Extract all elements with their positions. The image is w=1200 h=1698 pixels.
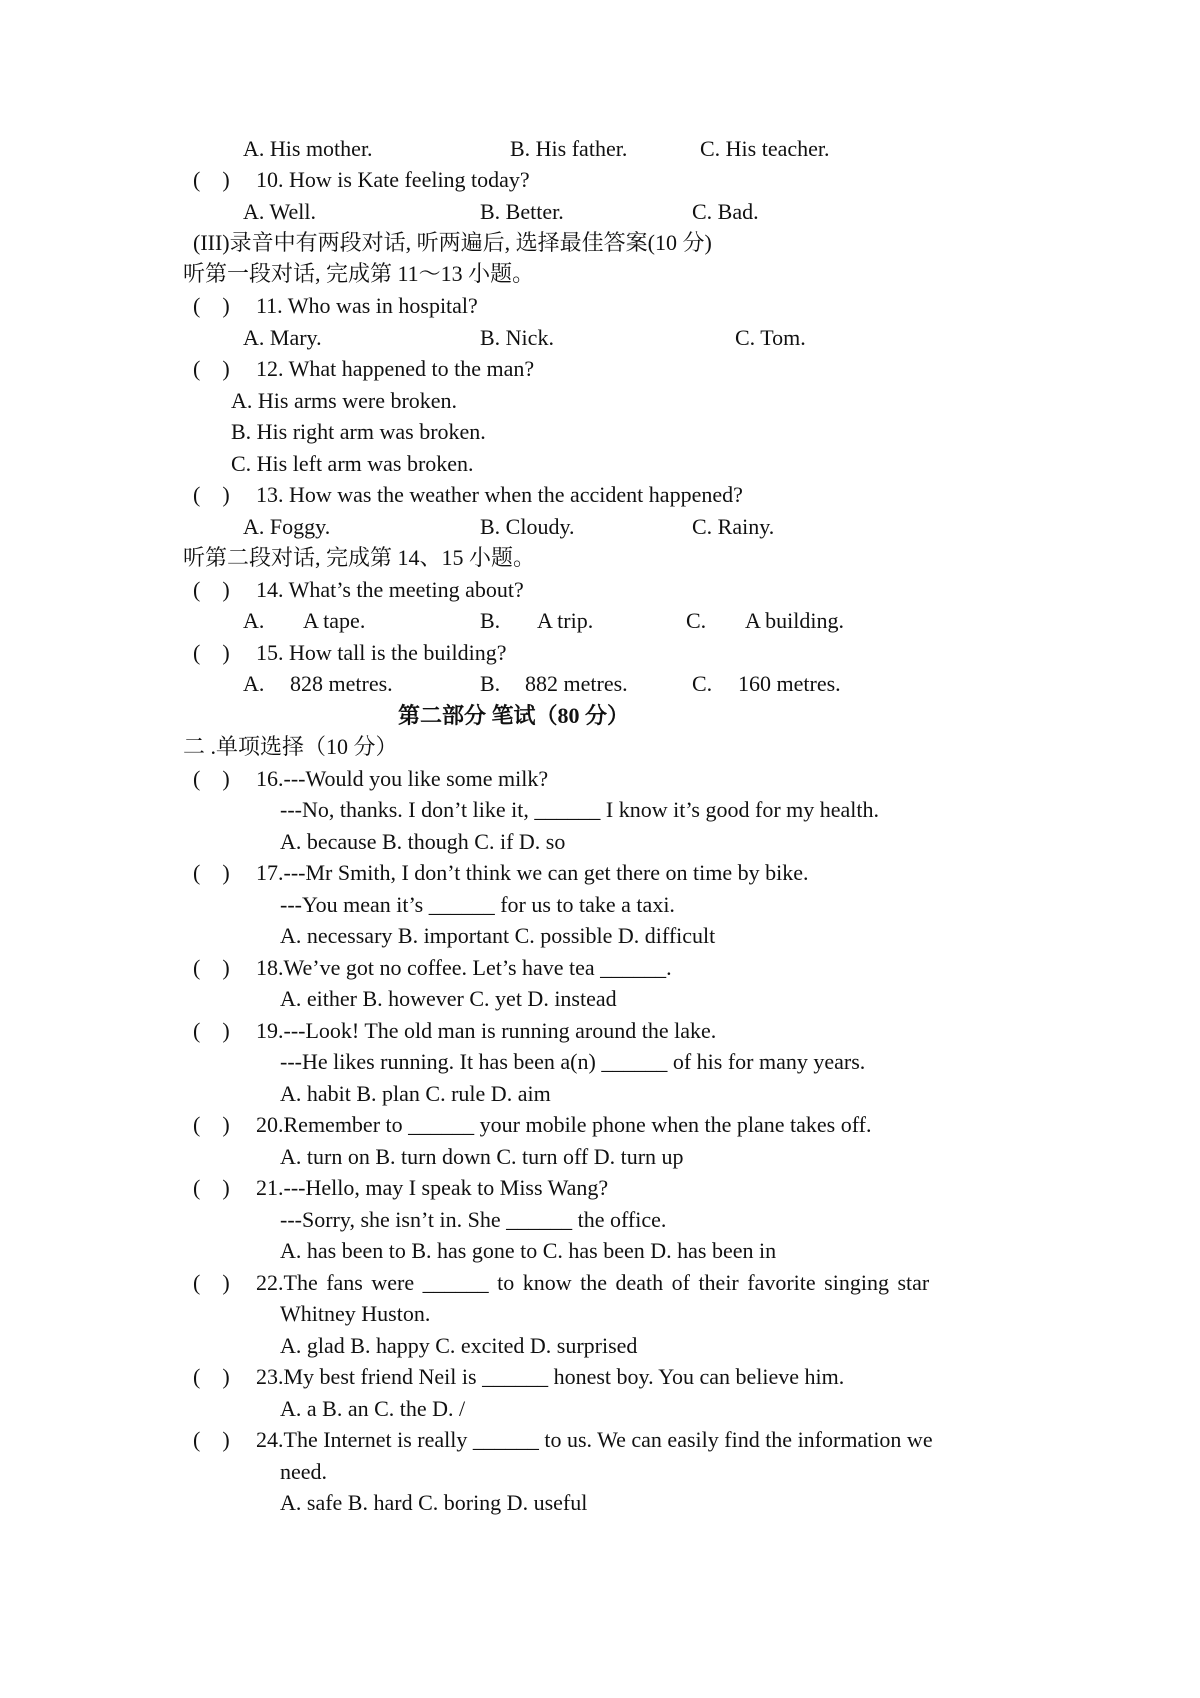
- q14-stem: 14. What’s the meeting about?: [256, 577, 524, 602]
- q17-stem: 17.---Mr Smith, I don’t think we can get there on time by bike.: [256, 860, 809, 885]
- q10-option-a: A. Well.: [243, 199, 316, 224]
- q15-letter-b: B.: [480, 671, 501, 696]
- q19-stem: 19.---Look! The old man is running around the lake.: [256, 1018, 717, 1043]
- q15-stem: 15. How tall is the building?: [256, 640, 507, 665]
- part3-heading: (III)录音中有两段对话, 听两遍后, 选择最佳答案(10 分): [193, 230, 712, 255]
- q16-answer-paren: ( ): [193, 766, 230, 791]
- q19-line2: ---He likes running. It has been a(n) ______ of his for many years.: [280, 1049, 866, 1074]
- q12-option-c: C. His left arm was broken.: [231, 451, 474, 476]
- q21-options: A. has been to B. has gone to C. has been D. has been in: [280, 1238, 777, 1263]
- q10-option-c: C. Bad.: [692, 199, 759, 224]
- q14-option-a: A tape.: [303, 608, 366, 633]
- q15-option-c: 160 metres.: [738, 671, 841, 696]
- dialog2-instruction: 听第二段对话, 完成第 14、15 小题。: [183, 545, 536, 570]
- q11-option-a: A. Mary.: [243, 325, 322, 350]
- q23-options: A. a B. an C. the D. /: [280, 1396, 466, 1421]
- q21-stem: 21.---Hello, may I speak to Miss Wang?: [256, 1175, 609, 1200]
- q15-option-b: 882 metres.: [525, 671, 628, 696]
- q12-stem: 12. What happened to the man?: [256, 356, 535, 381]
- q15-letter-c: C.: [692, 671, 713, 696]
- q13-answer-paren: ( ): [193, 482, 230, 507]
- q13-option-b: B. Cloudy.: [480, 514, 575, 539]
- q13-stem: 13. How was the weather when the accident happened?: [256, 482, 743, 507]
- q10-stem: 10. How is Kate feeling today?: [256, 167, 530, 192]
- q18-options: A. either B. however C. yet D. instead: [280, 986, 617, 1011]
- q9-option-a: A. His mother.: [243, 136, 373, 161]
- q11-stem: 11. Who was in hospital?: [256, 293, 478, 318]
- q9-option-b: B. His father.: [510, 136, 628, 161]
- q9-option-c: C. His teacher.: [700, 136, 830, 161]
- q14-letter-b: B.: [480, 608, 501, 633]
- q14-letter-c: C.: [686, 608, 707, 633]
- q12-option-b: B. His right arm was broken.: [231, 419, 486, 444]
- q14-letter-a: A.: [243, 608, 265, 633]
- q16-line2: ---No, thanks. I don’t like it, ______ I know it’s good for my health.: [280, 797, 880, 822]
- q22-answer-paren: ( ): [193, 1270, 230, 1295]
- q11-answer-paren: ( ): [193, 293, 230, 318]
- q12-option-a: A. His arms were broken.: [231, 388, 458, 413]
- q22-stem: 22.The fans were ______ to know the death of their favorite singing star: [256, 1270, 930, 1295]
- q21-line2: ---Sorry, she isn’t in. She ______ the office.: [280, 1207, 667, 1232]
- q20-options: A. turn on B. turn down C. turn off D. turn up: [280, 1144, 684, 1169]
- q15-answer-paren: ( ): [193, 640, 230, 665]
- q17-answer-paren: ( ): [193, 860, 230, 885]
- q11-option-b: B. Nick.: [480, 325, 554, 350]
- q24-line2: need.: [280, 1459, 328, 1484]
- q11-option-c: C. Tom.: [735, 325, 806, 350]
- q14-option-c: A building.: [745, 608, 845, 633]
- q22-line2: Whitney Huston.: [280, 1301, 431, 1326]
- q18-stem: 18.We’ve got no coffee. Let’s have tea ______.: [256, 955, 672, 980]
- q13-option-a: A. Foggy.: [243, 514, 331, 539]
- q22-options: A. glad B. happy C. excited D. surprised: [280, 1333, 638, 1358]
- q19-answer-paren: ( ): [193, 1018, 230, 1043]
- q19-options: A. habit B. plan C. rule D. aim: [280, 1081, 551, 1106]
- q15-letter-a: A.: [243, 671, 265, 696]
- q24-stem: 24.The Internet is really ______ to us. We can easily find the information we: [256, 1427, 933, 1452]
- q14-answer-paren: ( ): [193, 577, 230, 602]
- q17-options: A. necessary B. important C. possible D. difficult: [280, 923, 716, 948]
- q10-answer-paren: ( ): [193, 167, 230, 192]
- q23-answer-paren: ( ): [193, 1364, 230, 1389]
- q18-answer-paren: ( ): [193, 955, 230, 980]
- q10-option-b: B. Better.: [480, 199, 564, 224]
- section-single-choice: 二 .单项选择（10 分）: [183, 734, 398, 759]
- q24-options: A. safe B. hard C. boring D. useful: [280, 1490, 588, 1515]
- q16-options: A. because B. though C. if D. so: [280, 829, 566, 854]
- q20-answer-paren: ( ): [193, 1112, 230, 1137]
- q14-option-b: A trip.: [537, 608, 594, 633]
- part2-title: 第二部分 笔试（80 分）: [398, 703, 630, 728]
- q12-answer-paren: ( ): [193, 356, 230, 381]
- q16-stem: 16.---Would you like some milk?: [256, 766, 549, 791]
- q13-option-c: C. Rainy.: [692, 514, 775, 539]
- q23-stem: 23.My best friend Neil is ______ honest boy. You can believe him.: [256, 1364, 845, 1389]
- q17-line2: ---You mean it’s ______ for us to take a taxi.: [280, 892, 675, 917]
- q21-answer-paren: ( ): [193, 1175, 230, 1200]
- q20-stem: 20.Remember to ______ your mobile phone when the plane takes off.: [256, 1112, 872, 1137]
- q24-answer-paren: ( ): [193, 1427, 230, 1452]
- q15-option-a: 828 metres.: [290, 671, 393, 696]
- dialog1-instruction: 听第一段对话, 完成第 11～13 小题。: [183, 261, 535, 286]
